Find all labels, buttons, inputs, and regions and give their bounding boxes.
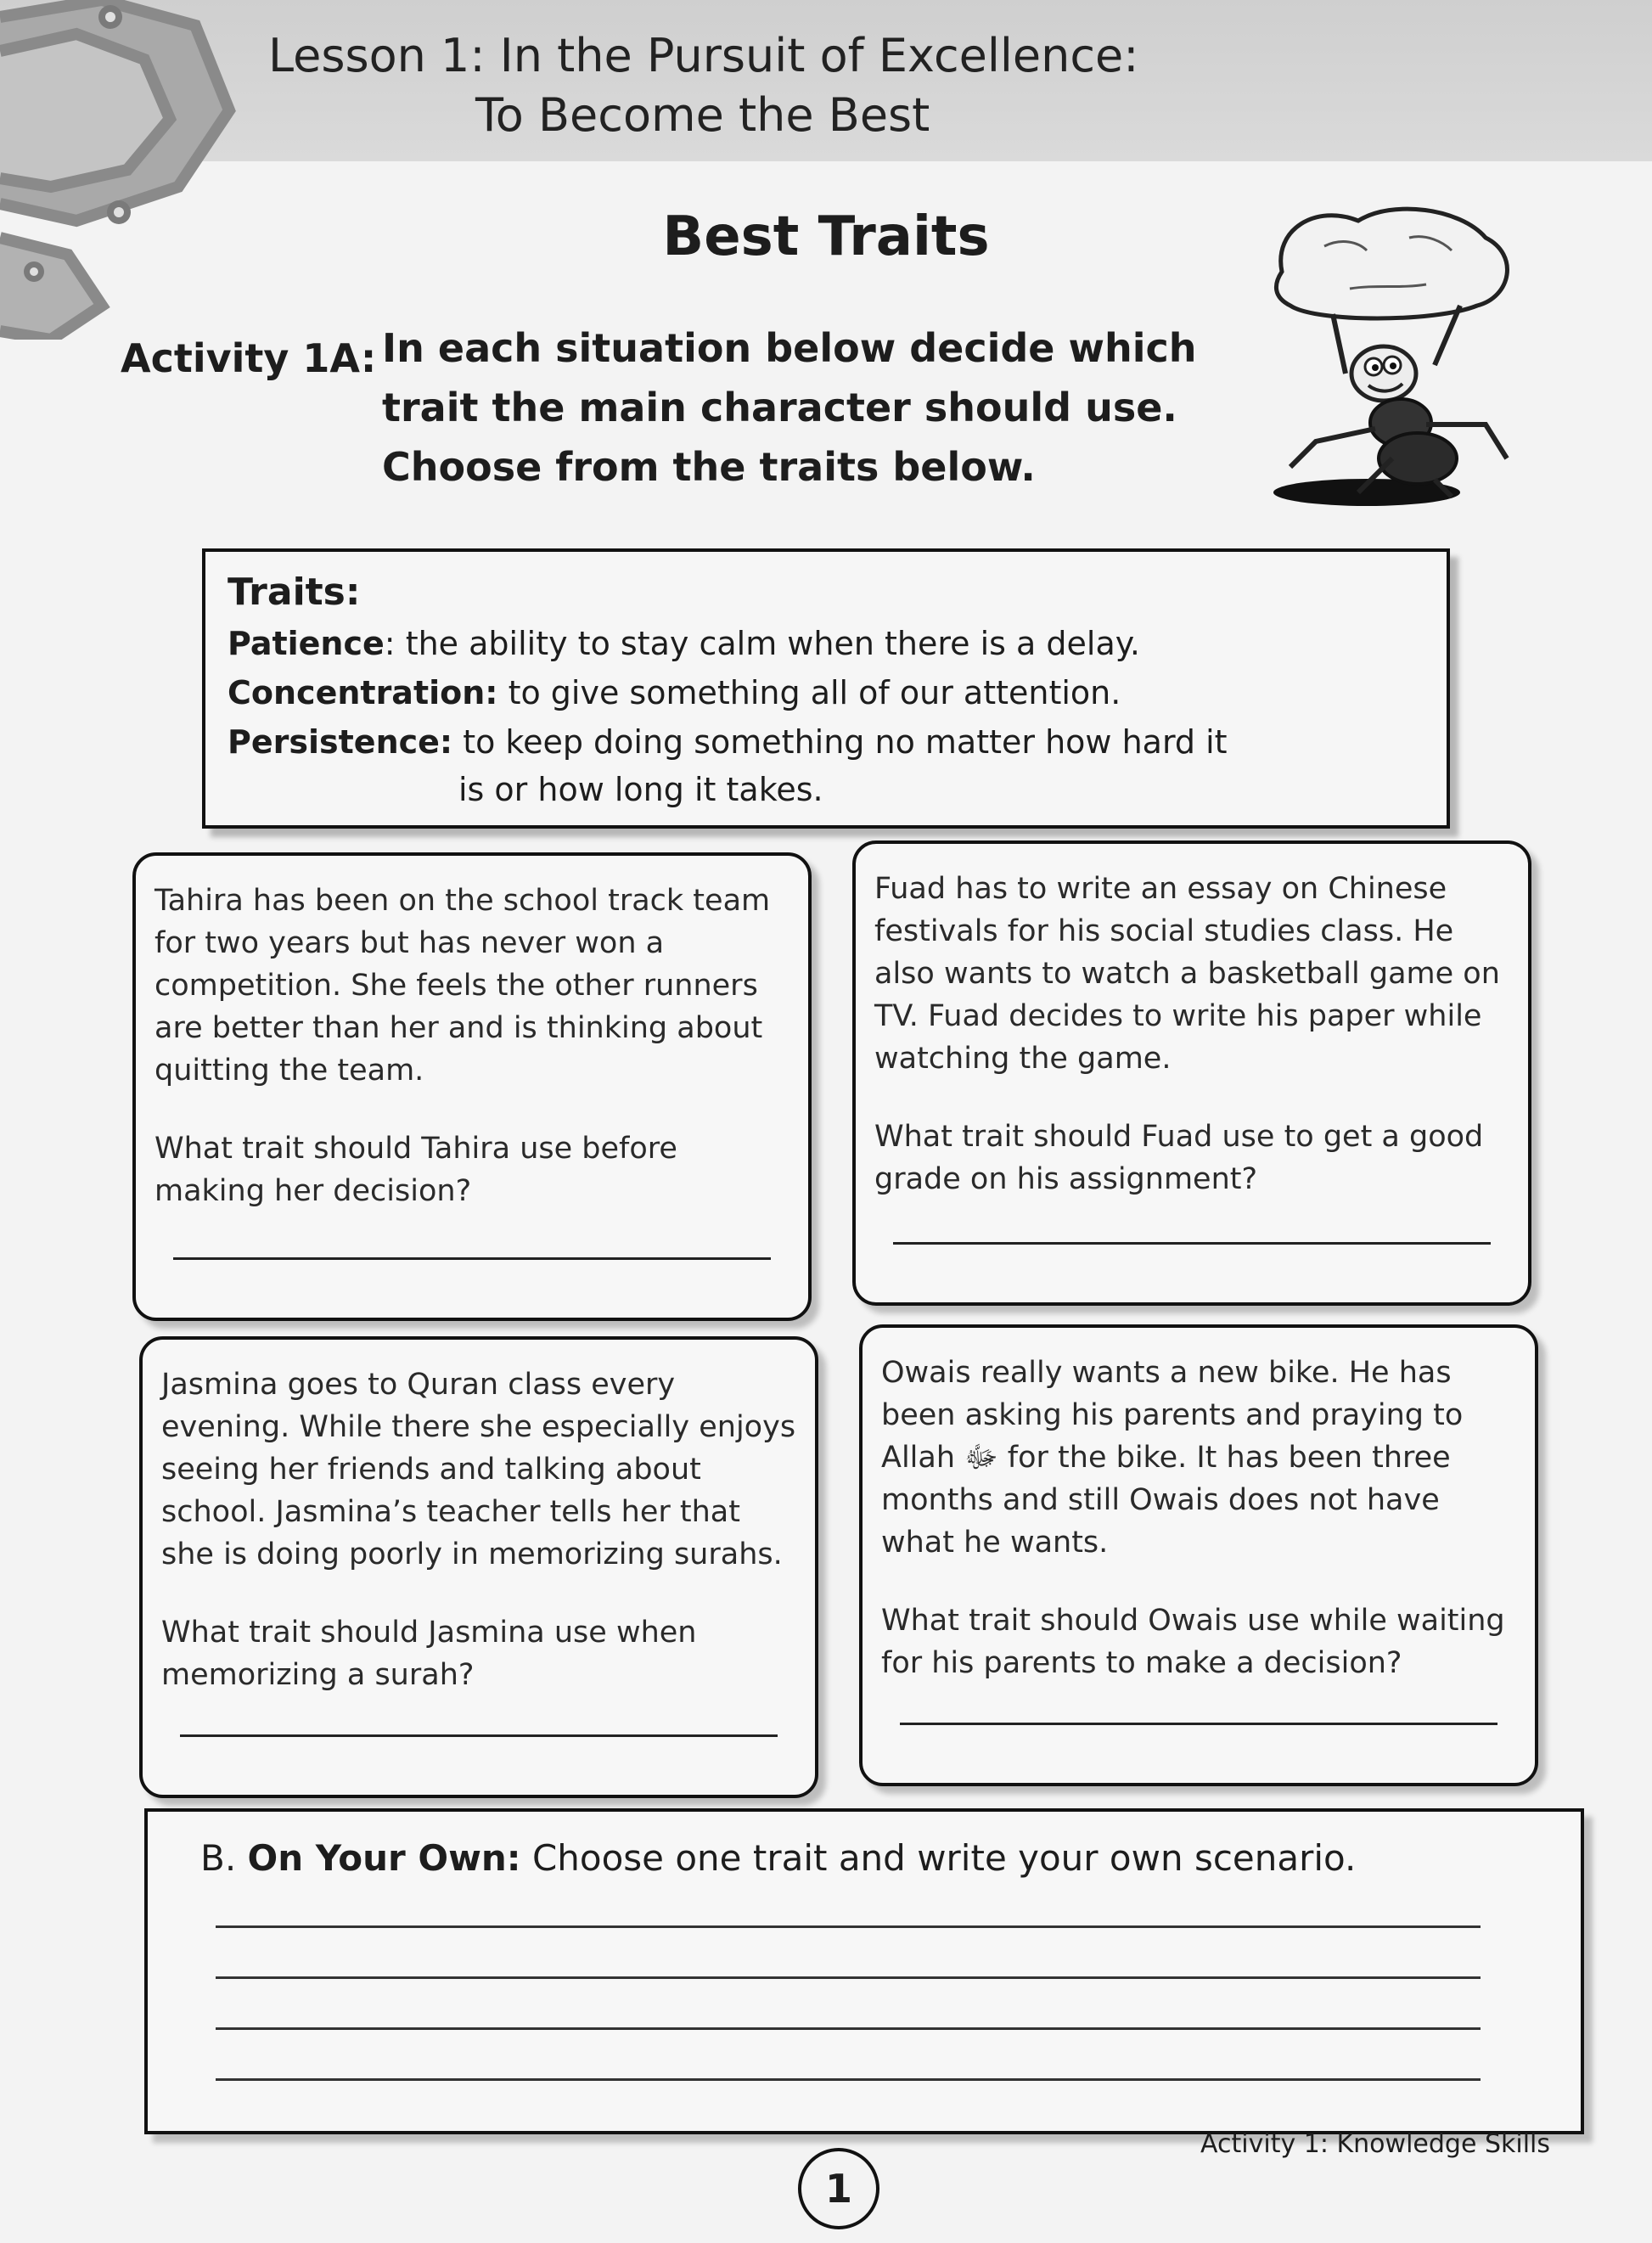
trait-separator: : xyxy=(384,625,396,662)
write-line[interactable] xyxy=(216,2027,1481,2030)
write-line[interactable] xyxy=(216,1976,1481,1979)
write-line[interactable] xyxy=(216,2078,1481,2081)
answer-line[interactable] xyxy=(180,1734,778,1737)
activity-label: Activity 1A: xyxy=(121,335,377,381)
scenario-story: Tahira has been on the school track team for two years but has never won a competition. She feels the other runners are better than her and is thinking about quitting the team. xyxy=(155,884,771,1088)
traits-heading: Traits: xyxy=(228,571,361,614)
ant-lifting-rock-illustration xyxy=(1265,204,1520,518)
scenario-story: Owais really wants a new bike. He has been asking his parents and praying to Allah ﷻ for the bike. It has been three months and still Owais does not have what he wants. xyxy=(881,1356,1464,1560)
scenario-question: What trait should Fuad use to get a good grade on his assignment? xyxy=(874,1120,1484,1196)
ornament-graphic xyxy=(0,0,272,340)
trait-name: Concentration: xyxy=(228,674,498,711)
scenario-question: What trait should Owais use while waiting for his parents to make a decision? xyxy=(881,1604,1505,1680)
trait-name: Patience xyxy=(228,625,385,662)
trait-patience xyxy=(228,625,1140,662)
on-your-own-text: Choose one trait and write your own scenario. xyxy=(520,1837,1357,1879)
on-your-own-prompt xyxy=(200,1837,1356,1879)
answer-line[interactable] xyxy=(900,1723,1497,1725)
page-title: Best Traits xyxy=(662,205,990,268)
on-your-own-label: On Your Own: xyxy=(247,1837,521,1879)
lesson-title-line1: Lesson 1: In the Pursuit of Excellence: xyxy=(268,29,1139,82)
trait-definition: the ability to stay calm when there is a delay. xyxy=(395,625,1140,662)
lesson-title-line2: To Become the Best xyxy=(475,88,930,142)
scenario-story: Jasmina goes to Quran class every evening. While there she especially enjoys seeing her friends and talking about school. Jasmina’s teacher tells her that she is doing poorly in memorizing surahs. xyxy=(161,1368,796,1571)
scenario-story: Fuad has to write an essay on Chinese festivals for his social studies class. He also wants to watch a basketball game on TV. Fuad decides to write his paper while watching the game. xyxy=(874,872,1500,1076)
trait-concentration xyxy=(228,674,1121,711)
scenario-card-tahira xyxy=(132,852,812,1321)
trait-name: Persistence: xyxy=(228,723,453,761)
activity-instruction: In each situation below decide which trait the main character should use. Choose from the traits below. xyxy=(382,325,1197,490)
trait-persistence-continuation: is or how long it takes. xyxy=(458,771,823,808)
write-line[interactable] xyxy=(216,1925,1481,1928)
scenario-card-jasmina xyxy=(139,1336,818,1798)
trait-definition: to keep doing something no matter how hard it xyxy=(452,723,1228,761)
page-number: 1 xyxy=(798,2148,879,2229)
scenario-question: What trait should Jasmina use when memorizing a surah? xyxy=(161,1616,697,1692)
trait-definition: to give something all of our attention. xyxy=(497,674,1121,711)
scenario-card-fuad xyxy=(852,840,1531,1306)
scenario-card-owais xyxy=(859,1324,1538,1786)
answer-line[interactable] xyxy=(173,1257,771,1260)
scenario-question: What trait should Tahira use before making her decision? xyxy=(155,1132,677,1208)
footer-activity-label: Activity 1: Knowledge Skills xyxy=(1200,2129,1550,2159)
on-your-own-box xyxy=(144,1808,1584,2134)
trait-persistence xyxy=(228,723,1228,761)
section-letter: B. xyxy=(200,1837,248,1879)
traits-box xyxy=(202,548,1450,829)
answer-line[interactable] xyxy=(893,1242,1491,1245)
